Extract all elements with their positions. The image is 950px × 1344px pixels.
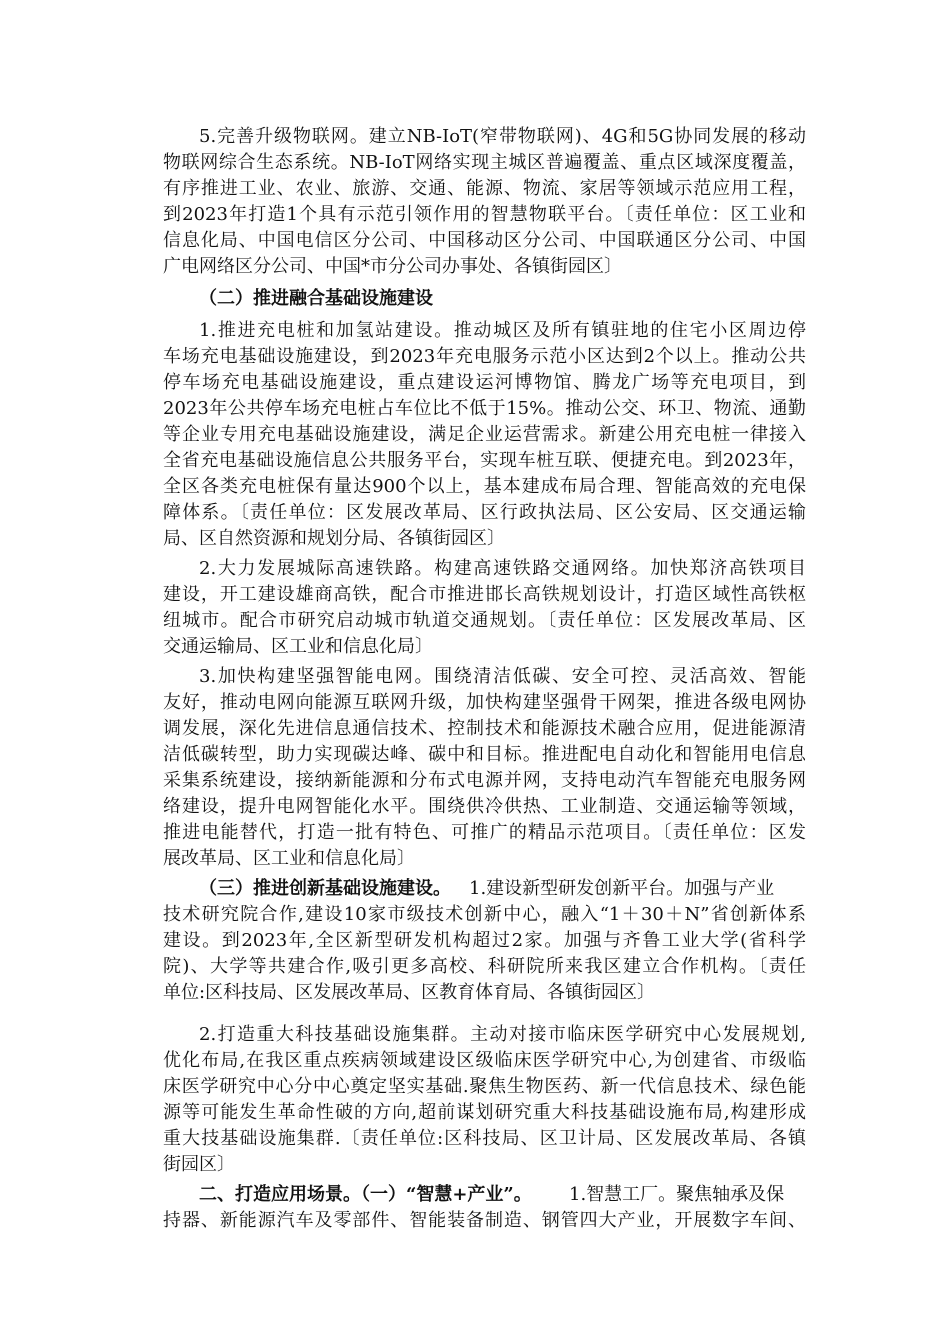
text-line: 车场充电基础设施建设，到2023年充电服务示范小区达到2个以上。推动公共 [163, 346, 806, 367]
text-line: 洁低碳转型，助力实现碳达峰、碳中和目标。推进配电自动化和智能用电信息 [163, 744, 806, 765]
text-line: 广电网络区分公司、中国*市分公司办事处、各镇街园区〕 [163, 256, 622, 277]
text-line: 等企业专用充电基础设施建设，满足企业运营需求。新建公用充电桩一律接入 [163, 424, 806, 445]
text-line: 调发展，深化先进信息通信技术、控制技术和能源技术融合应用，促进能源清 [163, 718, 806, 739]
text-line: 到2023年打造1个具有示范引领作用的智慧物联平台。〔责任单位：区工业和 [163, 204, 806, 225]
text-line: 2023年公共停车场充电桩占车位比不低于15%。推动公交、环卫、物流、通勤 [163, 398, 806, 419]
text-line: 建设。到2023年,全区新型研发机构超过2家。加强与齐鲁工业大学(省科学 [163, 930, 806, 951]
text-line: 交通运输局、区工业和信息化局〕 [163, 636, 433, 657]
text-line: 全区各类充电桩保有量达900个以上，基本建成布局合理、智能高效的充电保 [163, 476, 806, 497]
text-line: 络建设，提升电网智能化水平。围绕供冷供热、工业制造、交通运输等领域， [163, 796, 806, 817]
text-line: 采集系统建设，接纳新能源和分布式电源并网，支持电动汽车智能充电服务网 [163, 770, 806, 791]
heading-text: （二）推进融合基础设施建设 [199, 288, 433, 309]
text-line: 5.完善升级物联网。建立NB-IoT(窄带物联网)、4G和5G协同发展的移动 [199, 126, 806, 147]
text-line: 床医学研究中心分中心奠定坚实基础.聚焦生物医药、新一代信息技术、绿色能 [163, 1076, 806, 1097]
text-line: 2.打造重大科技基础设施集群。主动对接市临床医学研究中心发展规划, [199, 1024, 806, 1045]
text-line: 友好，推动电网向能源互联网升级，加快构建坚强骨干网架，推进各级电网协 [163, 692, 806, 713]
text-line: 2.大力发展城际高速铁路。构建高速铁路交通网络。加快郑济高铁项目 [199, 558, 806, 579]
text-line: 信息化局、中国电信区分公司、中国移动区分公司、中国联通区分公司、中国 [163, 230, 806, 251]
text-line: 优化布局,在我区重点疾病领域建设区级临床医学研究中心,为创建省、市级临 [163, 1050, 806, 1071]
text-line: 单位:区科技局、区发展改革局、区教育体育局、各镇街园区〕 [163, 982, 656, 1003]
text-line: 障体系。〔责任单位：区发展改革局、区行政执法局、区公安局、区交通运输 [163, 502, 806, 523]
text-line: 推进电能替代，打造一批有特色、可推广的精品示范项目。〔责任单位：区发 [163, 822, 806, 843]
text-line: 院)、大学等共建合作,吸引更多高校、科研院所来我区建立合作机构。〔责任 [163, 956, 806, 977]
text-line: 有序推进工业、农业、旅游、交通、能源、物流、家居等领域示范应用工程， [163, 178, 806, 199]
text-line: 纽城市。配合市研究启动城市轨道交通规划。〔责任单位：区发展改革局、区 [163, 610, 806, 631]
text-line: 1.建设新型研发创新平台。加强与产业 [469, 878, 775, 899]
text-line: 建设，开工建设雄商高铁，配合市推进邯长高铁规划设计，打造区域性高铁枢 [163, 584, 806, 605]
text-line: 1.智慧工厂。聚焦轴承及保 [569, 1184, 785, 1205]
text-line: 1.推进充电桩和加氢站建设。推动城区及所有镇驻地的住宅小区周边停 [199, 320, 806, 341]
text-line: 技术研究院合作,建设10家市级技术创新中心，融入“1＋30＋N”省创新体系 [163, 904, 806, 925]
text-line: 持器、新能源汽车及零部件、智能装备制造、钢管四大产业，开展数字车间、 [163, 1210, 806, 1231]
text-line: 3.加快构建坚强智能电网。围绕清洁低碳、安全可控、灵活高效、智能 [199, 666, 806, 687]
text-line: 局、区自然资源和规划分局、各镇街园区〕 [163, 528, 505, 549]
text-line: 展改革局、区工业和信息化局〕 [163, 848, 415, 869]
heading-text: 二、打造应用场景。（一）“智慧+产业”。 [199, 1184, 532, 1205]
text-line: 全省充电基础设施信息公共服务平台，实现车桩互联、便捷充电。到2023年， [163, 450, 806, 471]
text-line: 物联网综合生态系统。NB-IoT网络实现主城区普遍覆盖、重点区域深度覆盖， [163, 152, 806, 173]
text-line: 源等可能发生革命性破的方向,超前谋划研究重大科技基础设施布局,构建形成 [163, 1102, 806, 1123]
heading-text: （三）推进创新基础设施建设。 [199, 878, 451, 899]
text-line: 重大技基础设施集群.〔责任单位:区科技局、区卫计局、区发展改革局、各镇 [163, 1128, 806, 1149]
text-line: 街园区〕 [163, 1154, 235, 1175]
text-line: 停车场充电基础设施建设，重点建设运河博物馆、腾龙广场等充电项目，到 [163, 372, 806, 393]
